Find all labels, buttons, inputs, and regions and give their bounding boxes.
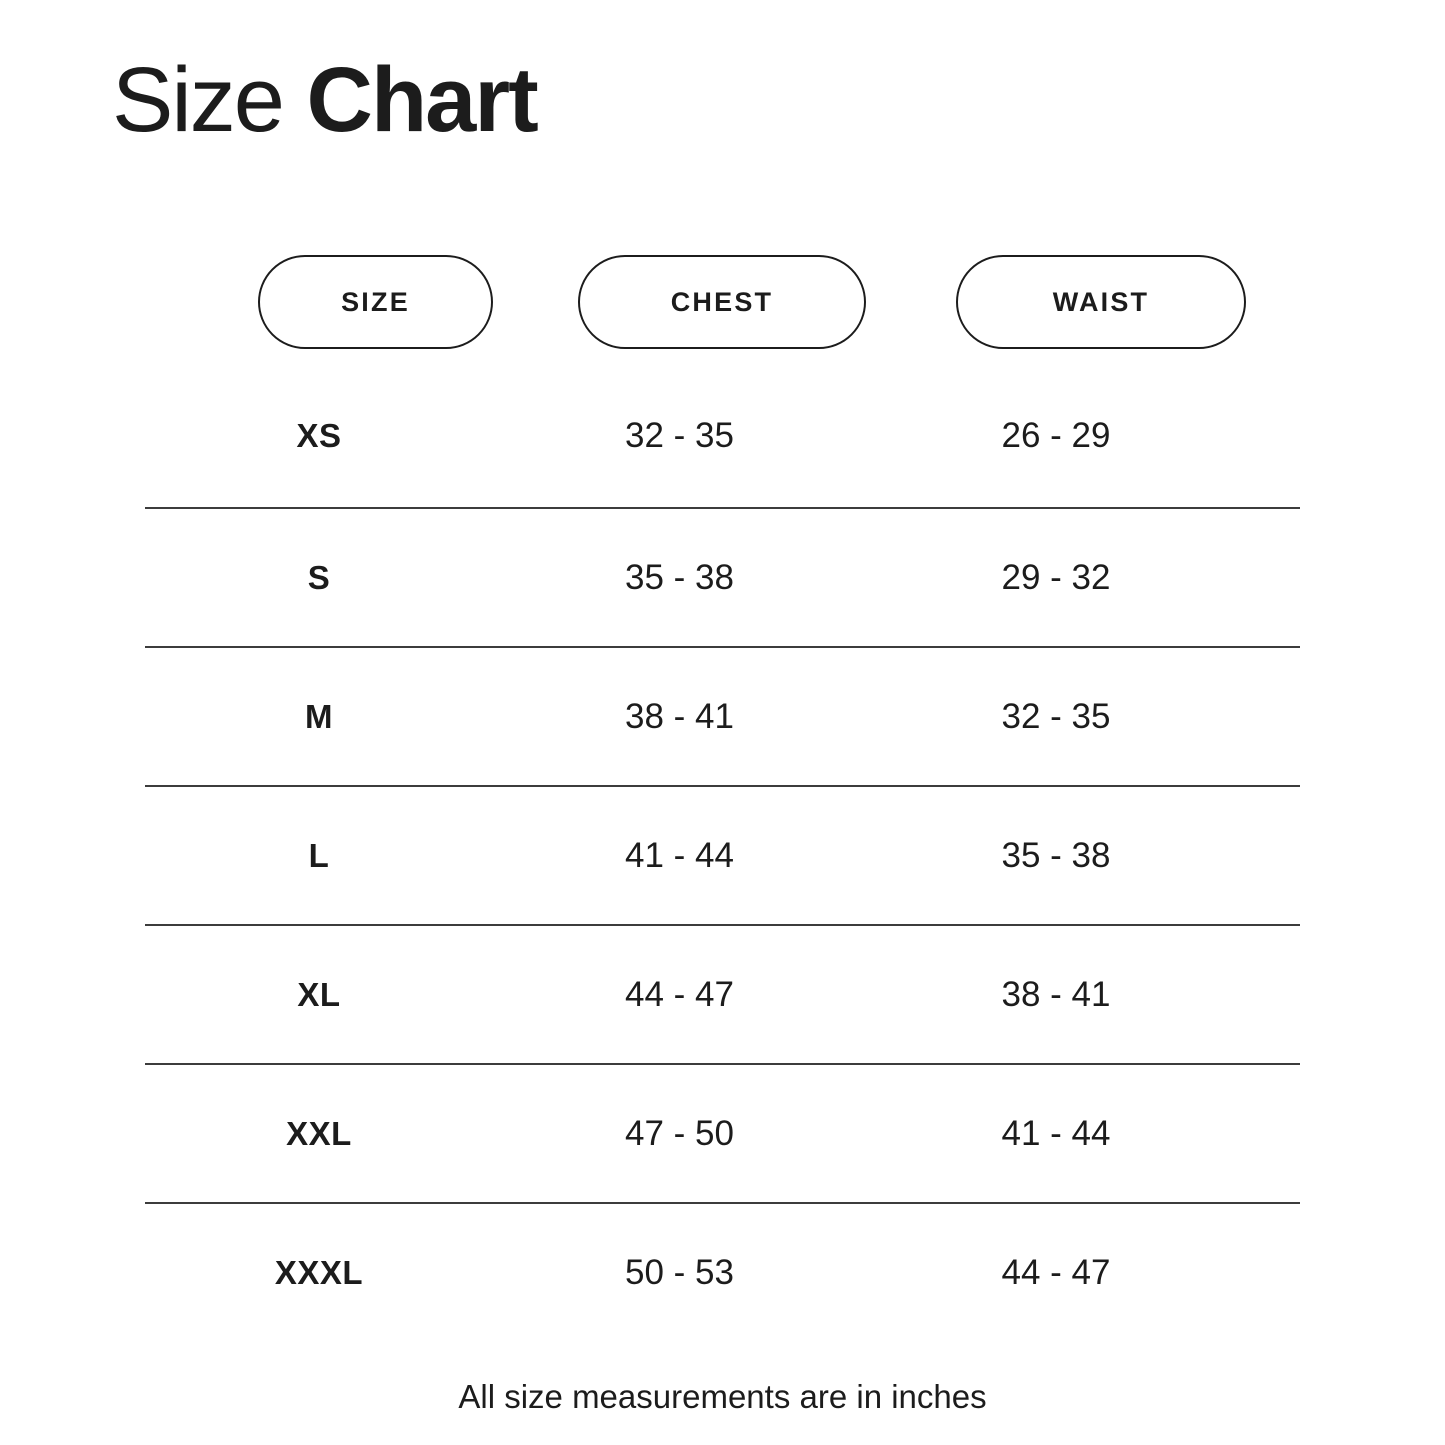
table-row (145, 648, 1300, 787)
cell-waist: 35 - 38 (1001, 835, 1111, 875)
cell-size: XL (297, 975, 341, 1013)
cell-size: XS (296, 417, 342, 454)
cell-size: L (308, 836, 330, 874)
cell-chest: 44 - 47 (625, 974, 734, 1014)
column-header-size: SIZE (258, 255, 493, 349)
cell-size: M (305, 697, 333, 735)
table-row (145, 365, 1300, 509)
table-row (145, 1204, 1300, 1341)
cell-waist: 32 - 35 (1001, 696, 1111, 736)
cell-chest: 32 - 35 (625, 416, 734, 455)
cell-chest: 35 - 38 (625, 557, 734, 597)
table-row (145, 1065, 1300, 1204)
size-chart-table (145, 255, 1300, 1341)
cell-chest: 50 - 53 (625, 1252, 734, 1292)
page-title-bold: Chart (306, 49, 537, 151)
footnote: All size measurements are in inches (458, 1378, 987, 1415)
column-header-chest: CHEST (578, 255, 866, 349)
cell-waist: 29 - 32 (1001, 557, 1111, 597)
cell-size: XXL (286, 1114, 352, 1152)
cell-size: XXXL (274, 1253, 364, 1291)
table-row (145, 926, 1300, 1065)
cell-chest: 38 - 41 (625, 696, 734, 736)
table-body (145, 365, 1300, 1341)
cell-waist: 38 - 41 (1001, 974, 1111, 1014)
cell-chest: 41 - 44 (625, 835, 734, 875)
table-row (145, 509, 1300, 648)
cell-chest: 47 - 50 (625, 1113, 734, 1153)
column-header-waist: WAIST (956, 255, 1246, 349)
cell-waist: 44 - 47 (1001, 1252, 1111, 1292)
cell-waist: 26 - 29 (1001, 416, 1111, 455)
page-title (112, 49, 537, 151)
cell-size: S (307, 558, 331, 596)
page-title-light: Size (112, 49, 307, 151)
table-header-row (145, 255, 1300, 349)
cell-waist: 41 - 44 (1001, 1113, 1111, 1153)
table-row (145, 787, 1300, 926)
